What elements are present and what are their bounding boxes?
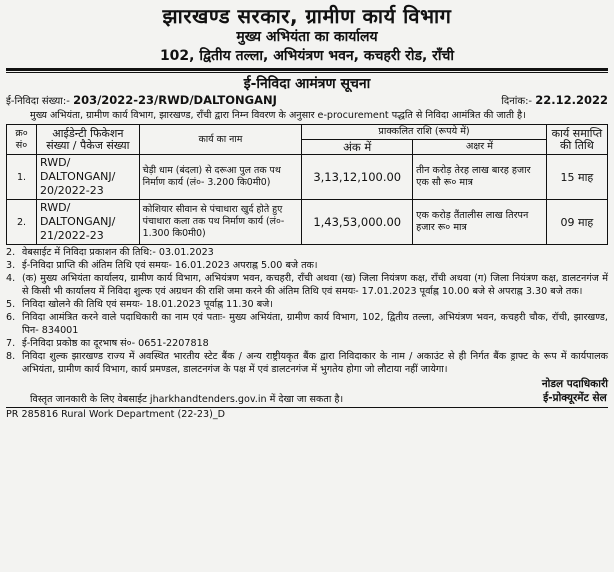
row-completion: 09 माह [546,200,607,245]
note-item: 7. ई-निविदा प्रकोष्ठ का दूरभाष सं०- 0651-2207818 [6,338,209,349]
office-address: 102, द्वितीय तल्ला, अभियंत्रण भवन, कचहरी रोड, राँची [159,48,455,64]
intro-text: मुख्य अभियंता, ग्रामीण कार्य विभाग, झारखण्ड, राँची द्वारा निम्न विवरण के अनुसार e-procurement पद्धति से निविदा आमंत्रित की जाती है। [30,110,526,121]
col-completion: कार्य समाप्ति की तिथि [546,125,607,155]
row-amount-words: तीन करोड़ तेरह लाख बारह हजार एक सौ रू० मात्र [413,155,547,200]
note-item: 4. (क) मुख्य अभियंता कार्यालय, ग्रामीण कार्य विभाग, अभियंत्रण भवन, कचहरी, राँची अथवा (ख) जिला नियंत्रण कक्ष, राँची अथवा (ग) जिला नियंत्रण कक्ष, डालटनगंज में से किसी भी कार्यालय में निविदा शुल्क एवं अग्रधन की राशि जमा करने की अंतिम तिथि एवं समयः- 17.01.2023 पूर्वाह्न 10.00 बजे से अपराह्न 3.30 बजे तक। [6,273,608,297]
date-label: दिनांक:- [501,96,533,107]
footer-code: PR 285816 Rural Work Department (22-23)_D [6,409,226,420]
tender-number: 203/2022-23/RWD/DALTONGANJ [73,93,277,107]
tender-number-label: ई-निविदा संख्या:- [6,96,70,107]
bottom-section [6,377,608,405]
col-in-figures: अंक में [302,140,413,155]
note-item: 2. वेबसाईट में निविदा प्रकाशन की तिथि:- 03.01.2023 [6,247,214,258]
signatory [542,377,608,405]
notes-list [6,246,608,376]
row-amount-words: एक करोड़ तैंतालीस लाख तिरपन हजार रू० मात्र [413,200,547,245]
table-row [7,200,608,245]
row-amount: 3,13,12,100.00 [302,155,413,200]
office-title: मुख्य अभियंता का कार्यालय [236,29,378,45]
row-amount: 1,43,53,000.00 [302,200,413,245]
col-work-name: कार्य का नाम [139,125,302,155]
table-header-row [7,125,608,140]
signatory-cell: ई-प्रोक्यूरमेंट सेल [543,392,607,404]
row-completion: 15 माह [546,155,607,200]
website-note: विस्तृत जानकारी के लिए वेबसाईट jharkhandtenders.gov.in में देखा जा सकता है। [30,394,344,405]
row-id: RWD/ DALTONGANJ/ 21/2022-23 [37,200,140,245]
header-divider-thin [6,72,608,73]
row-id: RWD/ DALTONGANJ/ 20/2022-23 [37,155,140,200]
table-row [7,155,608,200]
signatory-title: नोडल पदाधिकारी [541,378,608,390]
notice-title: ई-निविदा आमंत्रण सूचना [243,76,371,92]
header [6,4,608,66]
row-work-name: कोशियार सीवान से पंचाधारा खुर्द होते हुए पंचाधारा कला तक पथ निर्माण कार्य (लं०- 1.300 कि0मी0) [139,200,302,245]
note-item: 5. निविदा खोलने की तिथि एवं समयः- 18.01.2023 पूर्वाह्न 11.30 बजे। [6,299,273,310]
department-title: झारखण्ड सरकार, ग्रामीण कार्य विभाग [162,4,452,28]
note-item: 3. ई-निविदा प्राप्ति की अंतिम तिथि एवं समयः- 16.01.2023 अपराह्न 5.00 बजे तक। [6,260,318,271]
col-estimate: प्राक्कलित राशि (रूपये में) [302,125,547,140]
reference-line [6,93,608,109]
tender-table [6,124,608,245]
row-sn: 2. [7,200,37,245]
notice-date: 22.12.2022 [535,93,608,107]
col-sn: क्र० सं० [7,125,37,155]
note-item: 8. निविदा शुल्क झारखण्ड राज्य में अवस्थित भारतीय स्टेट बैंक / अन्य राष्ट्रीयकृत बैंक द्वारा निविदाकार के नाम / अकाउंट से ही निर्गत बैंक ड्राफ्ट के रूप में कार्यपालक अभियंता, ग्रामीण कार्य विभाग, कार्य प्रमण्डल, डालटनगंज के पक्ष में एवं डालटनगंज में भुगतेय होगा जो लौटाया नहीं जायेगा। [6,351,608,375]
col-in-words: अक्षर में [413,140,547,155]
note-item: 6. निविदा आमंत्रित करने वाले पदाधिकारी का नाम एवं पताः- मुख्य अभियंता, ग्रामीण कार्य विभाग, 102, द्वितीय तल्ला, अभियंत्रण भवन, कचहरी चौक, रॉची, झारखण्ड, पिन- 834001 [6,312,608,336]
row-work-name: चेड़ी धाम (बंदला) से दरूआ पुल तक पथ निर्माण कार्य (लं०- 3.200 कि0मी0) [139,155,302,200]
header-divider [6,68,608,71]
col-id: आईडेन्टी फिकेशन संख्या / पैकेज संख्या [37,125,140,155]
row-sn: 1. [7,155,37,200]
